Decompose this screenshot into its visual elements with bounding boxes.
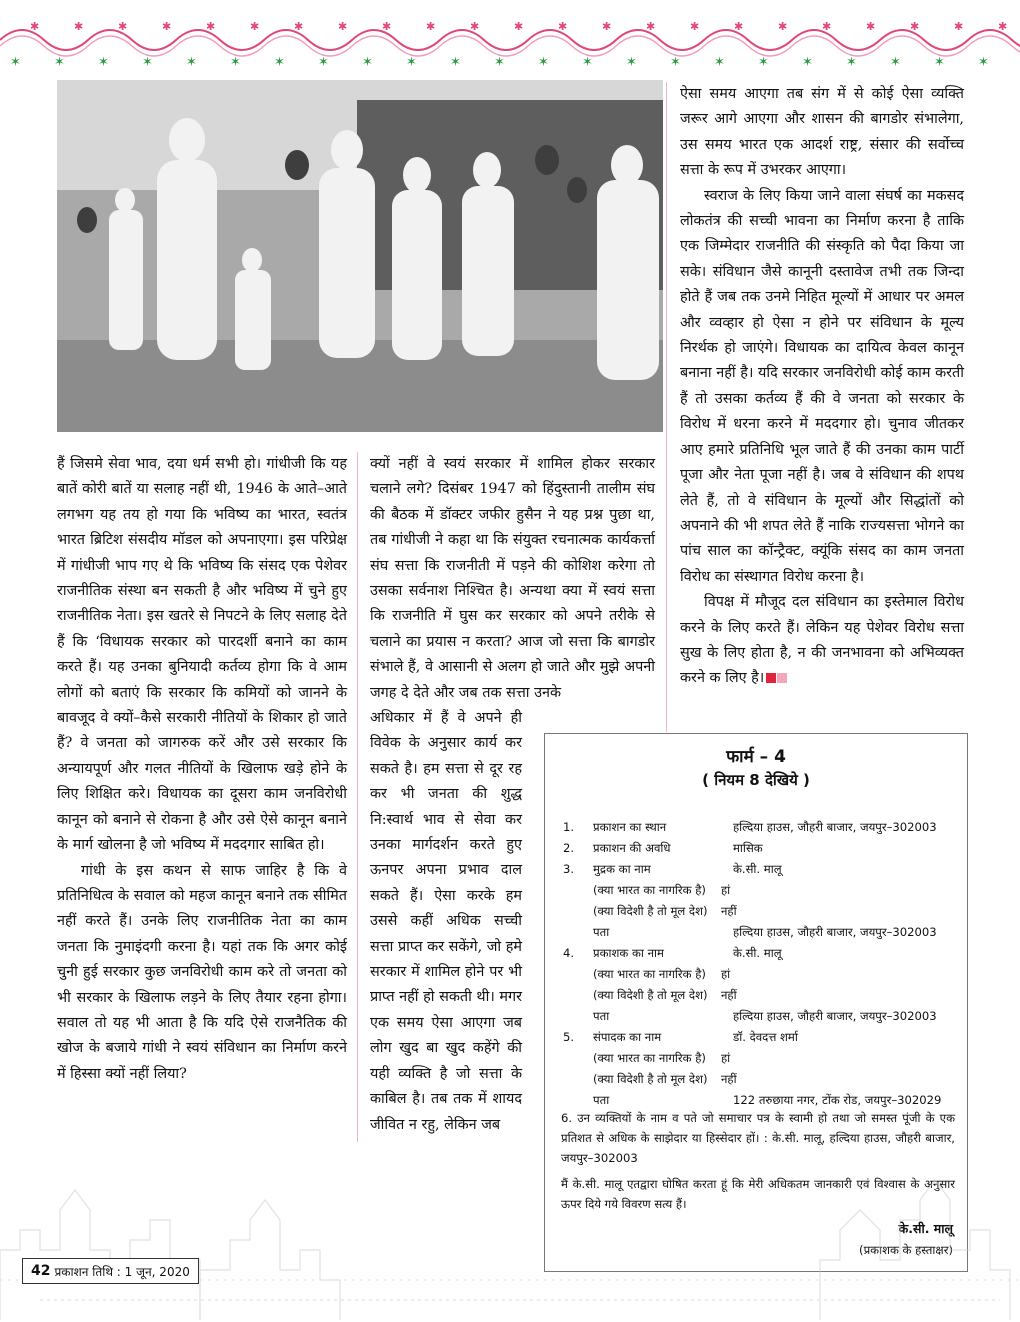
- form-row-value: हां: [721, 1051, 731, 1065]
- signer-role: (प्रकाशक के हस्ताक्षर): [859, 1243, 953, 1257]
- svg-text:✶: ✶: [406, 55, 417, 70]
- article-paragraph: ऐसा समय आएगा तब संग में से कोई ऐसा व्यक्ति जरूर आगे आएगा और शासन की बागडोर संभालेगा, उस समय भारत एक आदर्श राष्ट्र, संसार की सर्वोच्च सत्ता के रूप में उभरकर आएगा।: [680, 86, 964, 179]
- svg-text:✱: ✱: [998, 20, 1008, 33]
- article-paragraph: [680, 590, 964, 692]
- svg-text:✶: ✶: [98, 55, 109, 70]
- form-row-label: मुद्रक का नाम: [593, 862, 651, 876]
- form-row-label: प्रकाशन का स्थान: [593, 820, 667, 834]
- svg-text:✱: ✱: [822, 20, 832, 33]
- svg-text:✱: ✱: [294, 20, 304, 33]
- form-row-value: नहीं: [721, 904, 737, 918]
- article-paragraph: अधिकार में हैं वे अपने ही विवेक के अनुसार कार्य कर सकते है। हम सत्ता से दूर रह कर भी जनता की शुद्ध नि:स्वार्थ भाव से सेवा कर उनका मार्गदर्शन करते हुए ऊनपर अपना प्रभाव दाल सकते हैं। ऐसा करके हम उससे कहीं अधिक सच्ची सत्ता प्राप्त कर सकेंगे, जो हमे सरकार में शामिल होने पर भी प्राप्त नहीं हो सकती थी। मगर एक समय ऐसा आएगा जब लोग खुद बा खुद कहेंगे की यही व्यक्ति है जो सत्ता के काबिल है। तब तक में शायद जीवित न रहु, लेकिन जब: [370, 710, 522, 1133]
- svg-text:✱: ✱: [866, 20, 876, 33]
- article-paragraph: हैं जिसमे सेवा भाव, दया धर्म सभी हो। गांधीजी कि यह बातें कोरी बातें या सलाह नहीं थी, 1946 के आते–आते लगभग यह तय हो गया कि भविष्य का भारत, स्वतंत्र भारत ब्रिटिश संसदीय मॉडल को अपनाएगा। इस परिप्रेक्ष में गांधीजी भाप गए थे कि भविष्य कि संसद एक पेशेवर राजनीतिक संस्था बन सकती है और भविष्य में चुने हुए राजनीतिक नेता। इस खतरे से निपटने के लिए सलाह देते हैं कि ‘विधायक सरकार को पारदर्शी बनाने का काम करते हैं। यह उनका बुनियादी कर्तव्य होगा कि वे आम लोगों को बताएं कि सरकार कि कमियों को जानने के बावजूद वे क्यों–कैसे सरकारी नीतियों के शिकार हो जाते हैं? वे जनता को जागरुक करें और उसे सरकार कि अन्यायपूर्ण और गलत नीतियों के खिलाफ खड़े होने के लिए शिक्षित करे। विधायक का दूसरा काम जनविरोधी कानून को बनाने से रोकना है और उसे ऐसे कानून बनाने के मार्ग खोलना है जो भविष्य में मददगार साबित हो।: [57, 456, 347, 854]
- svg-text:✶: ✶: [10, 55, 21, 70]
- svg-text:✱: ✱: [74, 20, 84, 33]
- svg-text:✱: ✱: [514, 20, 524, 33]
- form-row-label: (क्या भारत का नागरिक है): [593, 883, 706, 897]
- svg-text:✶: ✶: [362, 55, 373, 70]
- form-declaration: मैं के.सी. मालू एतद्वारा घोषित करता हूं कि मेरी अधिकतम जानकारी एवं विश्वास के अनुसार ऊपर दिये गये विवरण सत्य हैं।: [561, 1177, 955, 1211]
- svg-text:✶: ✶: [758, 55, 769, 70]
- form-row-value: हां: [721, 967, 731, 981]
- svg-text:✱: ✱: [910, 20, 920, 33]
- svg-text:✱: ✱: [162, 20, 172, 33]
- form-row-number: 1.: [563, 820, 575, 834]
- svg-text:✱: ✱: [470, 20, 480, 33]
- end-mark-red: [766, 673, 776, 683]
- svg-text:✱: ✱: [558, 20, 568, 33]
- end-mark-pink: [777, 673, 787, 683]
- form-row-value: नहीं: [721, 1072, 737, 1086]
- form-row-label: (क्या भारत का नागरिक है): [593, 967, 706, 981]
- form-row-label: पता: [593, 1009, 610, 1023]
- svg-text:✶: ✶: [538, 55, 549, 70]
- article-paragraph: गांधी के इस कथन से साफ जाहिर है कि वे प्रतिनिधित्व के सवाल को महज कानून बनाने तक सीमित नहीं करते हैं। उनके लिए राजनीतिक नेता का काम जनता कि नुमाइंदगी करना है। यहां तक कि अगर कोई चुनी हुई सरकार कुछ जनविरोधी काम करे तो जनता को भी सरकार के खिलाफ लड़ने के लिए तैयार रहना होगा। सवाल तो यह भी आता है कि यदि ऐसे राजनैतिक की खोज के बजाये गांधी ने स्वयं संविधान का निर्माण करने में हिस्सा क्यों नहीं लिया?: [57, 862, 347, 1082]
- svg-text:✶: ✶: [450, 55, 461, 70]
- form-row-value: हल्दिया हाउस, जौहरी बाजार, जयपुर–302003: [733, 925, 937, 939]
- svg-text:✶: ✶: [978, 55, 989, 70]
- column-divider-2: [666, 82, 667, 732]
- form-row-label: पता: [593, 925, 610, 939]
- form-row-label: प्रकाशन की अवधि: [593, 841, 671, 855]
- article-column-2-narrow: [370, 706, 522, 1138]
- form-title: फार्म – 4: [726, 747, 786, 767]
- publication-date: प्रकाशन तिथि : 1 जून, 2020: [54, 1264, 190, 1279]
- svg-text:✶: ✶: [846, 55, 857, 70]
- form-row-number: 5.: [563, 1030, 575, 1044]
- svg-text:✶: ✶: [274, 55, 285, 70]
- decorative-skyline: [0, 1130, 1020, 1322]
- form-row-label: (क्या भारत का नागरिक है): [593, 1051, 706, 1065]
- svg-text:✱: ✱: [734, 20, 744, 33]
- svg-text:✱: ✱: [118, 20, 128, 33]
- decorative-top-border: [0, 0, 1020, 70]
- svg-text:✱: ✱: [690, 20, 700, 33]
- signer-name: के.सी. मालू: [898, 1221, 953, 1236]
- article-paragraph-text: विपक्ष में मौजूद दल संविधान का इस्तेमाल विरोध करने के लिए करते हैं। लेकिन यह पेशेवर विरोध सत्ता सुख के लिए होता है, न की जनभावना को अभिव्यक्त करने क लिए है।: [680, 594, 964, 687]
- column-divider-1: [357, 452, 358, 1142]
- svg-text:✱: ✱: [778, 20, 788, 33]
- svg-text:✶: ✶: [802, 55, 813, 70]
- form-row-value: डॉ. देवदत्त शर्मा: [733, 1030, 798, 1044]
- svg-text:✱: ✱: [250, 20, 260, 33]
- svg-text:✶: ✶: [890, 55, 901, 70]
- svg-text:✱: ✱: [646, 20, 656, 33]
- svg-text:✶: ✶: [670, 55, 681, 70]
- svg-text:✱: ✱: [206, 20, 216, 33]
- form-row-value: मासिक: [733, 841, 763, 855]
- article-column-1: [57, 452, 347, 1087]
- historic-photo: [57, 80, 663, 432]
- svg-text:✱: ✱: [426, 20, 436, 33]
- form-row-number: 3.: [563, 862, 575, 876]
- form-row-value: हां: [721, 883, 731, 897]
- form-row-number: 4.: [563, 946, 575, 960]
- form-row-value: हल्दिया हाउस, जौहरी बाजार, जयपुर–302003: [733, 820, 937, 834]
- article-paragraph: क्यों नहीं वे स्वयं सरकार में शामिल होकर सरकार चलाने लगे? दिसंबर 1947 को हिंदुस्तानी तालीम संघ की बैठक में डॉक्टर जफीर हुसैन ने यह प्रश्न पुछा था, तब गांधीजी ने कहा था कि संयुक्त रचनात्मक कार्यकर्त्ता संघ सत्ता कि राजनीती में पड़ने की कोशिश करेगा तो उसका सर्वनाश निश्चित है। अन्यथा क्या में स्वयं सत्ता कि राजनीति में घुस कर सरकार को अपने तरीके से चलाने का प्रयास न करता? आज जो सत्ता कि बागडोर संभाले हैं, वे आसानी से अलग हो जाते और मुझे अपनी जगह दे देते और जब तक सत्ता उनके: [370, 456, 655, 701]
- svg-text:✶: ✶: [318, 55, 329, 70]
- form-row-value: नहीं: [721, 988, 737, 1002]
- article-column-3: [680, 82, 964, 692]
- svg-text:✶: ✶: [494, 55, 505, 70]
- form-row-label: प्रकाशक का नाम: [593, 946, 664, 960]
- form-row-label: संपादक का नाम: [593, 1030, 662, 1044]
- page-footer: [22, 1258, 199, 1284]
- article-paragraph: स्वराज के लिए किया जाने वाला संघर्ष का मकसद लोकतंत्र की सच्ची भावना का निर्माण करना है ताकि एक जिम्मेदार राजनीति की संस्कृति को पैदा किया जा सके। संविधान जैसे कानूनी दस्तावेज तभी तक जिन्दा होते हैं जब तक उनमे निहित मूल्यों में आधार पर अमल और व्वव्हार हो ऐसा न होने पर संविधान के मूल्य निरर्थक हो जाएंगे। विधायक का दायित्व केवल कानून बनाना नहीं है। यदि सरकार जनविरोधी कोई काम करती हैं तो उसका कर्तव्य हैं की वे जनता को सरकार के विरोध में धरना करने में मददगार हो। चुनाव जीतकर आए हमारे प्रतिनिधि भूल जाते हैं की उनका काम पार्टी पूजा और नेता पूजा नहीं है। जब वे संविधान की शपथ लेते हैं, तो वे संविधान के मूल्यों और सिद्धांतों को अपनाने की भी शपत लेते हैं नाकि राज्यसत्ता भोगने का पांच साल का कॉन्ट्रैक्ट, क्यूंकि संसद का काम जनता विरोध का संस्थागत विरोध करना है।: [680, 187, 964, 585]
- form-row-label: (क्या विदेशी है तो मूल देश): [593, 904, 708, 918]
- form-row-number: 2.: [563, 841, 575, 855]
- svg-text:✶: ✶: [54, 55, 65, 70]
- svg-text:✶: ✶: [934, 55, 945, 70]
- form-row-value: हल्दिया हाउस, जौहरी बाजार, जयपुर–302003: [733, 1009, 937, 1023]
- svg-text:✶: ✶: [626, 55, 637, 70]
- svg-text:✱: ✱: [382, 20, 392, 33]
- svg-text:✶: ✶: [230, 55, 241, 70]
- svg-text:✶: ✶: [714, 55, 725, 70]
- form-row-value: के.सी. मालू: [733, 946, 782, 960]
- form-row-label: (क्या विदेशी है तो मूल देश): [593, 988, 708, 1002]
- form-item-6: 6. उन व्यक्तियों के नाम व पते जो समाचार पत्र के स्वामी हो तथा जो समस्त पूंजी के एक प्रतिशत से अधिक के साझेदार या हिस्सेदार हों। : के.सी. मालू, हल्दिया हाउस, जौहरी बाजार, जयपुर–302003: [561, 1111, 955, 1165]
- form-row-label: (क्या विदेशी है तो मूल देश): [593, 1072, 708, 1086]
- svg-text:✱: ✱: [338, 20, 348, 33]
- svg-text:✱: ✱: [602, 20, 612, 33]
- svg-text:✱: ✱: [954, 20, 964, 33]
- svg-text:✱: ✱: [30, 20, 40, 33]
- svg-text:✶: ✶: [142, 55, 153, 70]
- svg-text:✶: ✶: [582, 55, 593, 70]
- page-number: 42: [31, 1263, 51, 1279]
- form-row-value: के.सी. मालू: [733, 862, 782, 876]
- article-column-2: [370, 452, 655, 706]
- svg-text:✶: ✶: [186, 55, 197, 70]
- form-subtitle: ( नियम 8 देखिये ): [702, 771, 810, 789]
- form-row-label: पता: [593, 1093, 610, 1107]
- form-row-value: 122 तरुछाया नगर, टोंक रोड, जयपुर–302029: [733, 1093, 942, 1107]
